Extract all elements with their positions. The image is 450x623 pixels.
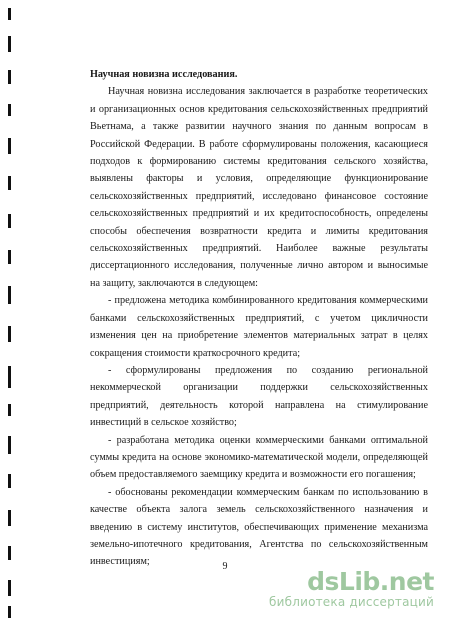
binding-mark: [8, 546, 11, 560]
binding-mark: [8, 70, 11, 84]
binding-mark: [8, 436, 11, 454]
section-heading: Научная новизна исследования.: [90, 69, 238, 80]
binding-mark: [8, 138, 11, 154]
binding-mark: [8, 326, 11, 342]
binding-mark: [8, 36, 11, 52]
binding-mark: [8, 580, 11, 596]
watermark: [269, 569, 434, 609]
binding-mark: [8, 8, 11, 20]
result-item: - предложена методика комбинированного кредитования коммерческими банками сельскохозяйственных предприятий, с учетом цикличности изменения цен на приобретение элементов материальных затрат в целях сокращения стоимости краткосрочного кредита;: [90, 295, 428, 359]
document-body: [90, 66, 428, 571]
binding-mark: [8, 176, 11, 190]
binding-mark: [8, 286, 11, 304]
binding-edge-marks: [0, 0, 14, 623]
result-item: - сформулированы предложения по созданию региональной некоммерческой организации поддержки сельскохозяйственных предприятий, деятельность которой направлена на стимулирование инвестиций в сельское хозяйство;: [90, 364, 428, 429]
binding-mark: [8, 104, 11, 116]
binding-mark: [8, 366, 11, 388]
binding-mark: [8, 510, 11, 526]
result-item: - разработана методика оценки коммерческими банками оптимальной суммы кредита на основе экономико-математической модели, определяющей объем предоставляемого заемщику кредита и возможности его погашения;: [90, 434, 428, 481]
watermark-tagline: библиотека диссертаций: [269, 595, 434, 609]
binding-mark: [8, 214, 11, 228]
watermark-logo: dsLib.net: [307, 567, 434, 596]
binding-mark: [8, 474, 11, 488]
binding-mark: [8, 404, 11, 416]
binding-mark: [8, 606, 11, 618]
binding-mark: [8, 250, 11, 264]
result-item: - обоснованы рекомендации коммерческим банкам по использованию в качестве объекта залога земель сельскохозяйственного назначения и введению в систему институтов, обеспечивающих применение механизма земельно-ипотечного кредитования, Агентства по сельскохозяйственным инвестициям;: [90, 486, 428, 568]
page-number: 9: [222, 561, 228, 572]
intro-paragraph: Научная новизна исследования заключается в разработке теоретических и организационных основ кредитования сельскохозяйственных предприятий Вьетнама, а также развитии научного знания по данным вопросам в Российской Федерации. В работе сформулированы положения, касающиеся подходов к формированию системы кредитования сельского хозяйства, выявлены факторы и условия, определяющие функционирование сельскохозяйственных предприятий, исследовано финансовое состояние сельскохозяйственных предприятий и их кредитоспособность, определены способы обеспечения возвратности кредита и лимиты кредитования сельскохозяйственных предприятий. Наиболее важные результаты диссертационного исследования, полученные лично автором и выносимые на защиту, заключаются в следующем:: [90, 86, 428, 289]
